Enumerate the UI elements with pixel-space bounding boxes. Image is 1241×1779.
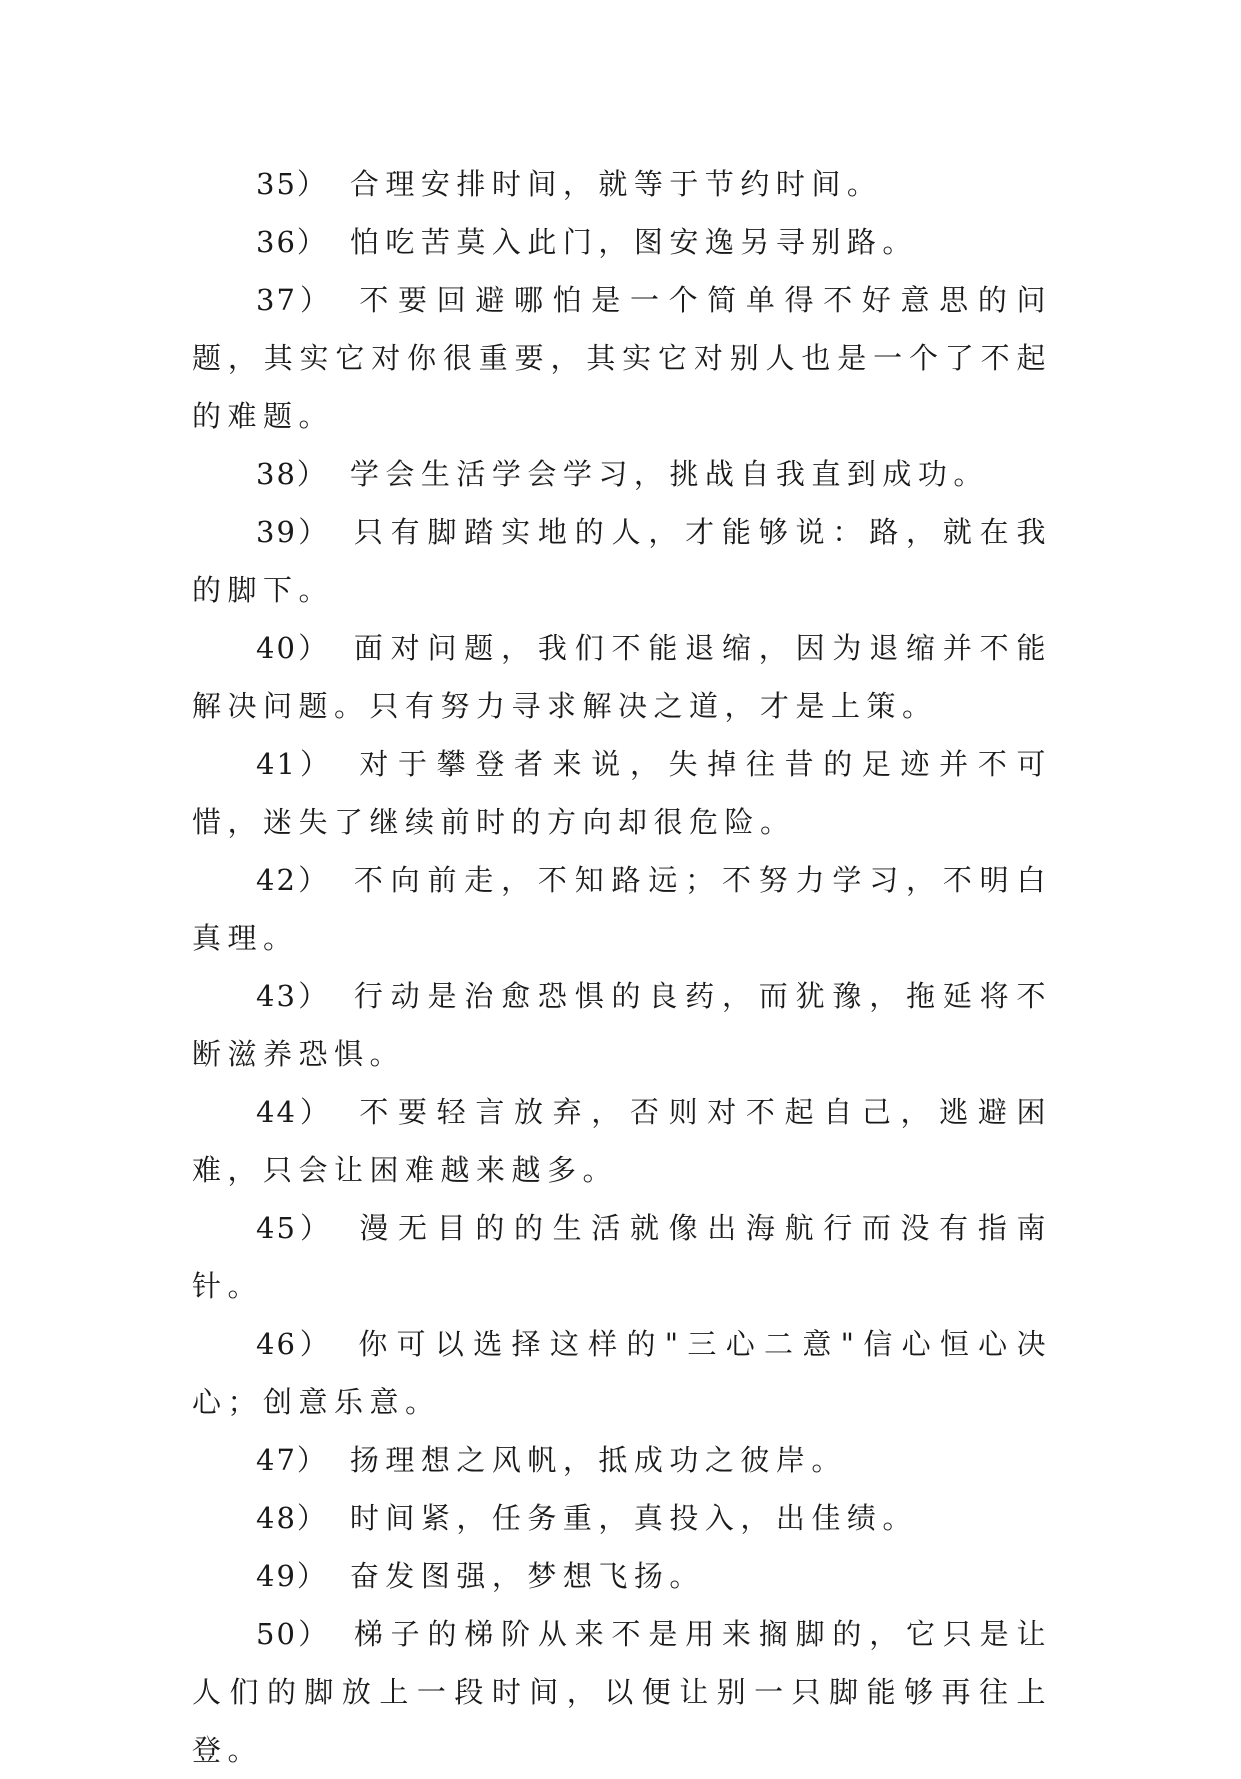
list-item <box>192 1547 1052 1605</box>
item-text: 不向前走，不知路远；不努力学习，不明白真理。 <box>192 863 1052 955</box>
item-text: 学会生活学会学习，挑战自我直到成功。 <box>349 457 989 491</box>
item-number: 41） <box>256 747 335 781</box>
item-text: 不要回避哪怕是一个简单得不好意思的问题，其实它对你很重要，其实它对别人也是一个了不起的难题。 <box>192 283 1052 433</box>
item-number: 38） <box>256 457 328 491</box>
list-item <box>192 213 1052 271</box>
item-number: 48） <box>256 1501 328 1535</box>
list-item <box>192 1605 1052 1779</box>
list-item <box>192 1431 1052 1489</box>
item-number: 43） <box>256 979 331 1013</box>
list-item <box>192 1489 1052 1547</box>
item-text: 只有脚踏实地的人，才能够说：路，就在我的脚下。 <box>192 515 1052 607</box>
list-item <box>192 271 1052 445</box>
list-item <box>192 1199 1052 1315</box>
list-item <box>192 735 1052 851</box>
list-item <box>192 851 1052 967</box>
item-number: 36） <box>256 225 328 259</box>
list-item <box>192 155 1052 213</box>
item-text: 梯子的梯阶从来不是用来搁脚的，它只是让人们的脚放上一段时间，以便让别一只脚能够再往上登。 <box>192 1617 1052 1767</box>
item-text: 面对问题，我们不能退缩，因为退缩并不能解决问题。只有努力寻求解决之道，才是上策。 <box>192 631 1052 723</box>
item-number: 39） <box>256 515 331 549</box>
list-item <box>192 619 1052 735</box>
item-number: 37） <box>256 283 335 317</box>
document-page <box>192 155 1052 1779</box>
list-item <box>192 1315 1052 1431</box>
item-number: 49） <box>256 1559 328 1593</box>
list-item <box>192 445 1052 503</box>
item-number: 47） <box>256 1443 328 1477</box>
item-text: 时间紧，任务重，真投入，出佳绩。 <box>349 1501 918 1535</box>
item-number: 44） <box>256 1095 335 1129</box>
item-number: 45） <box>256 1211 335 1245</box>
item-text: 你可以选择这样的"三心二意"信心恒心决心；创意乐意。 <box>192 1327 1052 1419</box>
item-number: 50） <box>256 1617 331 1651</box>
item-number: 35） <box>256 167 328 201</box>
item-number: 40） <box>256 631 331 665</box>
item-text: 不要轻言放弃，否则对不起自己，逃避困难，只会让困难越来越多。 <box>192 1095 1052 1187</box>
item-text: 扬理想之风帆，抵成功之彼岸。 <box>349 1443 847 1477</box>
list-item <box>192 503 1052 619</box>
item-text: 对于攀登者来说，失掉往昔的足迹并不可惜，迷失了继续前时的方向却很危险。 <box>192 747 1052 839</box>
item-text: 怕吃苦莫入此门，图安逸另寻别路。 <box>349 225 918 259</box>
item-number: 46） <box>256 1327 334 1361</box>
list-item <box>192 967 1052 1083</box>
item-text: 行动是治愈恐惧的良药，而犹豫，拖延将不断滋养恐惧。 <box>192 979 1052 1071</box>
list-item <box>192 1083 1052 1199</box>
item-number: 42） <box>256 863 331 897</box>
item-text: 合理安排时间，就等于节约时间。 <box>349 167 883 201</box>
item-text: 奋发图强，梦想飞扬。 <box>349 1559 705 1593</box>
item-text: 漫无目的的生活就像出海航行而没有指南针。 <box>192 1211 1052 1303</box>
